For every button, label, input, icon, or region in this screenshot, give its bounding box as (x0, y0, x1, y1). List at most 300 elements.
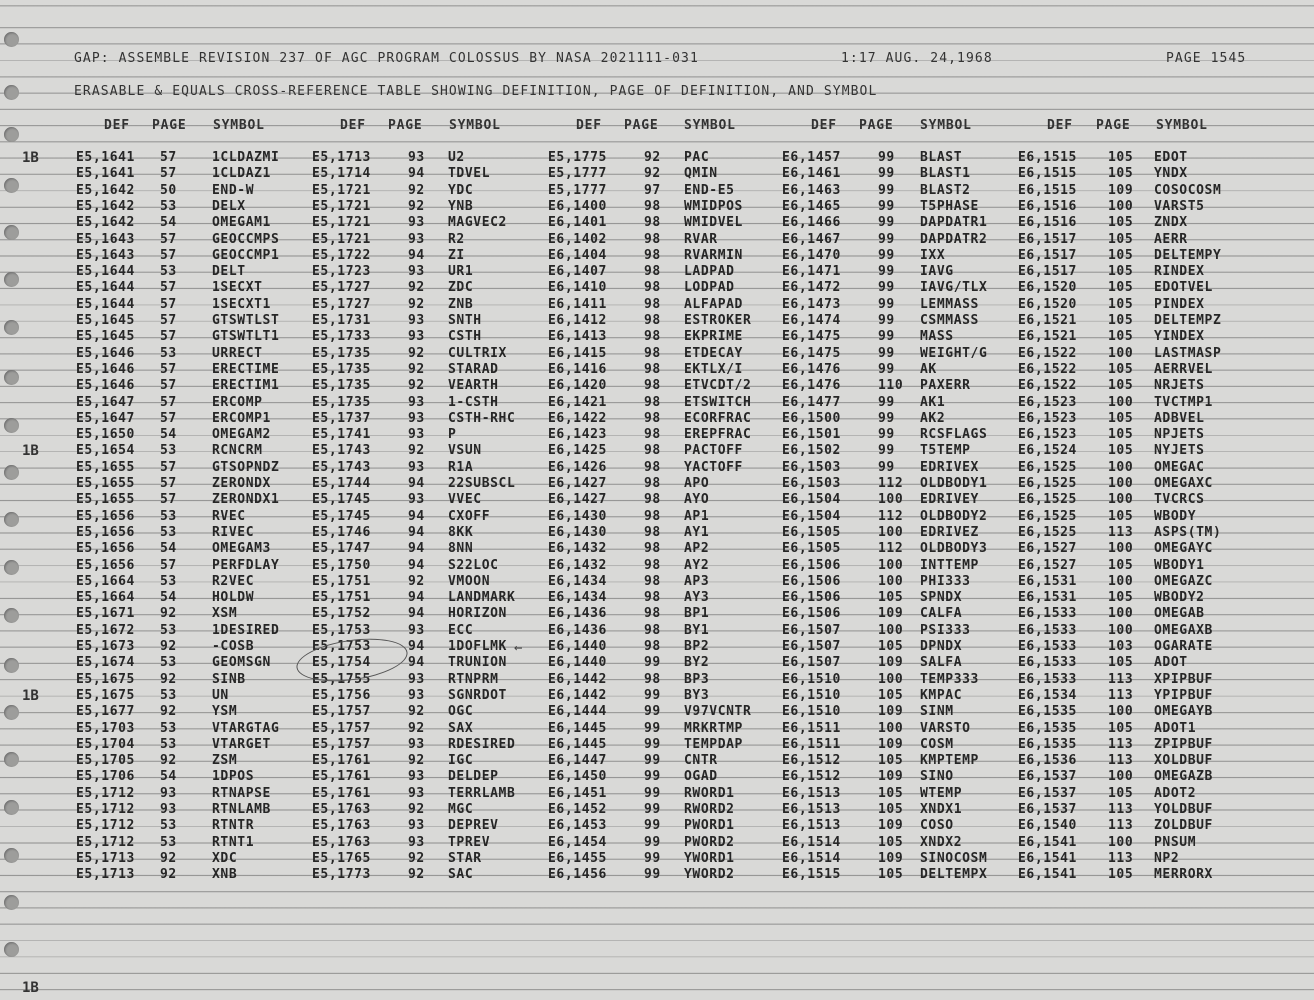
cell-def: E6,1434 (548, 573, 607, 589)
cell-page: 99 (644, 867, 661, 883)
cell-def: E5,1674 (76, 655, 135, 671)
cell-symbol: YACTOFF (684, 459, 743, 475)
cell-page: 93 (408, 687, 425, 703)
cell-page: 105 (878, 753, 904, 769)
cell-page: 53 (160, 345, 177, 361)
cell-def: E5,1650 (76, 427, 135, 443)
cell-def: E6,1506 (782, 573, 841, 589)
cell-symbol: WTEMP (920, 785, 963, 801)
cell-def: E6,1472 (782, 280, 841, 296)
cell-def: E5,1745 (312, 508, 371, 524)
cell-symbol: V97VCNTR (684, 704, 752, 720)
cell-def: E6,1522 (1018, 361, 1077, 377)
cell-def: E6,1506 (782, 557, 841, 573)
cell-page: 93 (408, 671, 425, 687)
cell-page: 99 (878, 198, 895, 214)
cell-symbol: ZNDX (1154, 215, 1188, 231)
cell-symbol: -COSB (212, 639, 255, 654)
cell-symbol: YWORD1 (684, 850, 735, 866)
cell-def: E6,1541 (1018, 834, 1077, 850)
cell-page: 105 (1108, 166, 1134, 182)
page-header (74, 51, 1264, 67)
cell-def: E6,1533 (1018, 655, 1077, 671)
cell-def: E5,1644 (76, 296, 135, 312)
cell-symbol: IAVG (920, 264, 954, 280)
cell-page: 100 (1108, 492, 1134, 508)
cell-page: 109 (1108, 182, 1134, 198)
cell-symbol: ESTROKER (684, 313, 752, 328)
cell-symbol: ADOT2 (1154, 785, 1197, 801)
cell-symbol: WBODY (1154, 508, 1197, 524)
cell-def: E6,1537 (1018, 785, 1077, 801)
cell-def: E6,1413 (548, 329, 607, 345)
cell-symbol: UR1 (448, 264, 474, 280)
cell-symbol: VARST5 (1154, 198, 1205, 214)
cell-symbol: ERECTIM1 (212, 378, 280, 394)
cell-page: 99 (644, 655, 661, 671)
col-symbol: SYMBOL (213, 118, 265, 133)
cell-page: 105 (878, 867, 904, 883)
cell-symbol: GEOCCMP1 (212, 247, 280, 263)
cell-page: 113 (1108, 802, 1134, 817)
cell-symbol: BY1 (684, 622, 710, 638)
cell-def: E5,1757 (312, 736, 371, 752)
cell-def: E6,1432 (548, 557, 607, 573)
cell-symbol: ZDC (448, 280, 474, 296)
col-symbol: SYMBOL (449, 118, 501, 133)
cell-symbol: DELTEMPX (920, 867, 988, 883)
cell-symbol: NPJETS (1154, 427, 1205, 443)
cell-symbol: RTNT1 (212, 834, 255, 850)
cell-def: E6,1423 (548, 427, 607, 443)
cell-symbol: SPNDX (920, 590, 963, 606)
cell-page: 98 (644, 378, 661, 394)
cell-symbol: CALFA (920, 606, 963, 622)
cell-def: E5,1703 (76, 720, 135, 736)
cell-page: 100 (878, 524, 904, 540)
cell-page: 98 (644, 427, 661, 443)
cell-def: E6,1442 (548, 671, 607, 687)
cell-symbol: U2 (448, 150, 465, 165)
cell-page: 113 (1108, 736, 1134, 752)
cell-symbol: BLAST2 (920, 182, 971, 198)
cell-page: 93 (408, 492, 425, 508)
cell-page: 113 (1108, 524, 1134, 540)
cell-symbol: DELX (212, 198, 246, 214)
cell-def: E5,1757 (312, 704, 371, 720)
cell-def: E6,1475 (782, 345, 841, 361)
cell-def: E6,1420 (548, 378, 607, 394)
cell-symbol: T5PHASE (920, 198, 979, 214)
cell-def: E6,1476 (782, 361, 841, 377)
cell-symbol: WBODY1 (1154, 557, 1205, 573)
cell-page: 99 (878, 247, 895, 263)
cell-symbol: RTNPRM (448, 671, 499, 687)
cell-def: E6,1430 (548, 508, 607, 524)
cell-symbol: OLDBODY3 (920, 541, 988, 557)
cell-def: E5,1677 (76, 704, 135, 720)
cell-def: E6,1505 (782, 524, 841, 540)
cell-def: E6,1507 (782, 639, 841, 654)
cell-def: E6,1453 (548, 818, 607, 834)
cell-symbol: SGNRDOT (448, 687, 507, 703)
cell-def: E5,1645 (76, 313, 135, 328)
cell-page: 94 (408, 524, 425, 540)
cell-page: 94 (408, 655, 425, 671)
col-page: PAGE (624, 118, 659, 133)
cell-page: 98 (644, 198, 661, 214)
cell-def: E5,1672 (76, 622, 135, 638)
cell-page: 110 (878, 378, 904, 394)
cell-def: E5,1763 (312, 818, 371, 834)
cell-def: E6,1457 (782, 150, 841, 165)
cell-symbol: EDRIVEY (920, 492, 979, 508)
cell-def: E6,1525 (1018, 492, 1077, 508)
cell-symbol: YNDX (1154, 166, 1188, 182)
cell-def: E5,1733 (312, 329, 371, 345)
cell-symbol: SNTH (448, 313, 482, 328)
cell-symbol: DPNDX (920, 639, 963, 654)
cell-symbol: ETVCDT/2 (684, 378, 752, 394)
punch-hole (4, 225, 19, 240)
cell-page: 92 (408, 753, 425, 769)
cell-def: E5,1737 (312, 410, 371, 426)
cell-def: E5,1743 (312, 443, 371, 459)
cell-page: 112 (878, 541, 904, 557)
cell-page: 54 (160, 215, 177, 231)
cell-page: 94 (408, 590, 425, 606)
cell-def: E6,1436 (548, 606, 607, 622)
cell-def: E6,1445 (548, 720, 607, 736)
cell-page: 98 (644, 443, 661, 459)
cell-def: E6,1527 (1018, 541, 1077, 557)
cell-page: 103 (1108, 639, 1134, 654)
cell-page: 105 (1108, 785, 1134, 801)
cell-page: 98 (644, 215, 661, 231)
cell-def: E5,1751 (312, 590, 371, 606)
cell-page: 100 (878, 622, 904, 638)
arrow-annotation: ← (514, 640, 523, 656)
cell-symbol: ZSM (212, 753, 238, 769)
cell-def: E6,1444 (548, 704, 607, 720)
cell-page: 53 (160, 834, 177, 850)
cell-def: E6,1511 (782, 736, 841, 752)
cell-page: 54 (160, 769, 177, 785)
cell-symbol: COSO (920, 818, 954, 834)
cell-page: 54 (160, 541, 177, 557)
cell-page: 57 (160, 557, 177, 573)
col-symbol: SYMBOL (1156, 118, 1208, 133)
cell-symbol: RTNAPSE (212, 785, 271, 801)
cell-page: 98 (644, 247, 661, 263)
cell-symbol: KMPAC (920, 687, 963, 703)
col-page: PAGE (859, 118, 894, 133)
cell-page: 99 (644, 834, 661, 850)
cell-page: 99 (644, 818, 661, 834)
cell-symbol: AY1 (684, 524, 710, 540)
cell-page: 112 (878, 508, 904, 524)
cell-page: 53 (160, 655, 177, 671)
cell-page: 93 (408, 264, 425, 280)
cell-def: E6,1531 (1018, 590, 1077, 606)
punch-hole (4, 32, 19, 47)
cell-def: E5,1741 (312, 427, 371, 443)
punch-hole (4, 178, 19, 193)
column-header-row (0, 118, 1314, 134)
cell-page: 57 (160, 459, 177, 475)
cell-symbol: RIVEC (212, 524, 255, 540)
cell-symbol: RWORD2 (684, 802, 735, 817)
cell-symbol: OLDBODY2 (920, 508, 988, 524)
cell-symbol: NYJETS (1154, 443, 1205, 459)
punch-hole (4, 608, 19, 623)
cell-symbol: OMEGAM2 (212, 427, 271, 443)
cell-def: E5,1735 (312, 378, 371, 394)
cell-symbol: AERR (1154, 231, 1188, 247)
cell-def: E6,1426 (548, 459, 607, 475)
cell-def: E6,1535 (1018, 736, 1077, 752)
cell-page: 100 (878, 557, 904, 573)
cell-symbol: TEMPDAP (684, 736, 743, 752)
cell-symbol: KMPTEMP (920, 753, 979, 769)
cell-symbol: MERRORX (1154, 867, 1213, 883)
cell-def: E6,1456 (548, 867, 607, 883)
cell-def: E5,1643 (76, 247, 135, 263)
cell-page: 98 (644, 329, 661, 345)
cell-page: 93 (160, 785, 177, 801)
cell-def: E6,1504 (782, 508, 841, 524)
cell-page: 105 (878, 639, 904, 654)
cell-symbol: PAC (684, 150, 710, 165)
cell-symbol: YOLDBUF (1154, 802, 1213, 817)
cell-def: E5,1655 (76, 459, 135, 475)
cell-def: E6,1450 (548, 769, 607, 785)
cell-def: E6,1527 (1018, 557, 1077, 573)
cell-page: 99 (878, 443, 895, 459)
cell-symbol: VVEC (448, 492, 482, 508)
cell-page: 57 (160, 378, 177, 394)
cell-symbol: LADPAD (684, 264, 735, 280)
cell-symbol: S22LOC (448, 557, 499, 573)
cell-def: E6,1447 (548, 753, 607, 769)
cell-def: E6,1513 (782, 802, 841, 817)
cell-symbol: EREPFRAC (684, 427, 752, 443)
cell-def: E5,1763 (312, 802, 371, 817)
cell-symbol: CSTH-RHC (448, 410, 516, 426)
cell-def: E5,1727 (312, 296, 371, 312)
cell-symbol: XPIPBUF (1154, 671, 1213, 687)
cell-page: 113 (1108, 850, 1134, 866)
cell-def: E5,1747 (312, 541, 371, 557)
cell-symbol: 1DPOS (212, 769, 255, 785)
cell-page: 99 (878, 264, 895, 280)
cell-page: 98 (644, 345, 661, 361)
cell-def: E6,1510 (782, 687, 841, 703)
cell-page: 92 (408, 345, 425, 361)
cell-page: 100 (1108, 834, 1134, 850)
cell-def: E6,1467 (782, 231, 841, 247)
cell-symbol: STAR (448, 850, 482, 866)
cell-symbol: AP1 (684, 508, 710, 524)
cell-page: 53 (160, 687, 177, 703)
punch-hole (4, 658, 19, 673)
cell-page: 93 (408, 459, 425, 475)
cell-page: 105 (1108, 557, 1134, 573)
cell-def: E6,1515 (1018, 182, 1077, 198)
cell-symbol: ZNB (448, 296, 474, 312)
cell-symbol: ZOLDBUF (1154, 818, 1213, 834)
cell-page: 53 (160, 736, 177, 752)
cell-def: E5,1735 (312, 394, 371, 410)
cell-page: 57 (160, 280, 177, 296)
cell-page: 105 (1108, 590, 1134, 606)
cell-page: 92 (160, 704, 177, 720)
cell-page: 100 (1108, 541, 1134, 557)
cell-def: E6,1503 (782, 459, 841, 475)
cell-def: E6,1535 (1018, 704, 1077, 720)
cell-def: E6,1533 (1018, 639, 1077, 654)
cell-page: 99 (878, 410, 895, 426)
cell-page: 93 (408, 231, 425, 247)
cell-def: E6,1525 (1018, 459, 1077, 475)
cell-symbol: SINB (212, 671, 246, 687)
cell-page: 93 (408, 329, 425, 345)
cell-page: 93 (408, 427, 425, 443)
cell-def: E6,1416 (548, 361, 607, 377)
cell-symbol: INTTEMP (920, 557, 979, 573)
cell-symbol: BY2 (684, 655, 710, 671)
cell-symbol: ECC (448, 622, 474, 638)
cell-def: E5,1750 (312, 557, 371, 573)
cell-def: E6,1531 (1018, 573, 1077, 589)
cell-symbol: 1DOFLMK (448, 639, 507, 654)
cell-def: E6,1466 (782, 215, 841, 231)
cell-def: E6,1421 (548, 394, 607, 410)
cell-def: E5,1721 (312, 182, 371, 198)
cell-page: 57 (160, 231, 177, 247)
cell-symbol: ZERONDX1 (212, 492, 280, 508)
cell-def: E5,1705 (76, 753, 135, 769)
cell-page: 105 (1108, 410, 1134, 426)
cell-def: E6,1533 (1018, 671, 1077, 687)
cell-def: E6,1427 (548, 476, 607, 491)
cell-page: 98 (644, 264, 661, 280)
col-def: DEF (576, 118, 602, 133)
cell-def: E5,1744 (312, 476, 371, 491)
cell-page: 109 (878, 736, 904, 752)
cell-symbol: RVARMIN (684, 247, 743, 263)
cell-page: 93 (408, 622, 425, 638)
punch-hole (4, 848, 19, 863)
cell-def: E6,1461 (782, 166, 841, 182)
cell-symbol: OMEGAXC (1154, 476, 1213, 491)
cell-def: E6,1516 (1018, 215, 1077, 231)
cell-symbol: SINOCOSM (920, 850, 988, 866)
cell-def: E5,1656 (76, 557, 135, 573)
cell-symbol: NP2 (1154, 850, 1180, 866)
cell-symbol: PWORD1 (684, 818, 735, 834)
cell-def: E5,1642 (76, 215, 135, 231)
cell-def: E5,1713 (76, 850, 135, 866)
cell-page: 57 (160, 476, 177, 491)
cell-page: 113 (1108, 671, 1134, 687)
cell-page: 105 (1108, 150, 1134, 165)
cell-page: 98 (644, 573, 661, 589)
cell-page: 105 (1108, 720, 1134, 736)
punch-hole (4, 85, 19, 100)
cell-def: E5,1645 (76, 329, 135, 345)
cell-def: E6,1475 (782, 329, 841, 345)
cell-page: 93 (408, 834, 425, 850)
cell-symbol: BLAST1 (920, 166, 971, 182)
punch-hole (4, 895, 19, 910)
cell-symbol: CNTR (684, 753, 718, 769)
cell-page: 57 (160, 313, 177, 328)
cell-def: E6,1503 (782, 476, 841, 491)
punch-hole (4, 752, 19, 767)
cell-def: E5,1664 (76, 590, 135, 606)
cell-def: E5,1642 (76, 198, 135, 214)
cell-symbol: OMEGAYC (1154, 541, 1213, 557)
cell-def: E5,1753 (312, 622, 371, 638)
cell-symbol: 8KK (448, 524, 474, 540)
cell-symbol: QMIN (684, 166, 718, 182)
cell-symbol: TRUNION (448, 655, 507, 671)
cell-symbol: COSOCOSM (1154, 182, 1222, 198)
cell-page: 99 (878, 313, 895, 328)
cell-page: 100 (1108, 769, 1134, 785)
cell-def: E5,1721 (312, 198, 371, 214)
cell-def: E5,1655 (76, 476, 135, 491)
cell-page: 53 (160, 524, 177, 540)
cell-symbol: GTSOPNDZ (212, 459, 280, 475)
cell-def: E5,1643 (76, 231, 135, 247)
cell-symbol: XDC (212, 850, 238, 866)
cell-page: 98 (644, 476, 661, 491)
cell-symbol: MASS (920, 329, 954, 345)
cell-symbol: P (448, 427, 457, 443)
cell-page: 53 (160, 720, 177, 736)
cell-page: 99 (644, 720, 661, 736)
cell-symbol: AYO (684, 492, 710, 508)
cell-def: E5,1646 (76, 378, 135, 394)
cell-symbol: 22SUBSCL (448, 476, 516, 491)
cell-def: E6,1412 (548, 313, 607, 328)
cell-symbol: AERRVEL (1154, 361, 1213, 377)
cell-symbol: 1-CSTH (448, 394, 499, 410)
cell-page: 57 (160, 410, 177, 426)
cell-symbol: DELDEP (448, 769, 499, 785)
cell-def: E6,1533 (1018, 622, 1077, 638)
punch-hole (4, 560, 19, 575)
cell-def: E6,1517 (1018, 231, 1077, 247)
cell-symbol: WMIDPOS (684, 198, 743, 214)
cell-def: E5,1731 (312, 313, 371, 328)
punch-hole (4, 942, 19, 957)
cell-symbol: ADBVEL (1154, 410, 1205, 426)
cell-def: E6,1440 (548, 655, 607, 671)
cell-page: 94 (408, 639, 425, 654)
page-number: PAGE 1545 (1166, 51, 1247, 66)
cell-def: E5,1721 (312, 231, 371, 247)
cell-symbol: XNDX2 (920, 834, 963, 850)
col-page: PAGE (1096, 118, 1131, 133)
cell-symbol: DAPDATR2 (920, 231, 988, 247)
cell-page: 105 (1108, 867, 1134, 883)
col-symbol: SYMBOL (684, 118, 736, 133)
cell-symbol: TDVEL (448, 166, 491, 182)
cell-def: E6,1541 (1018, 867, 1077, 883)
